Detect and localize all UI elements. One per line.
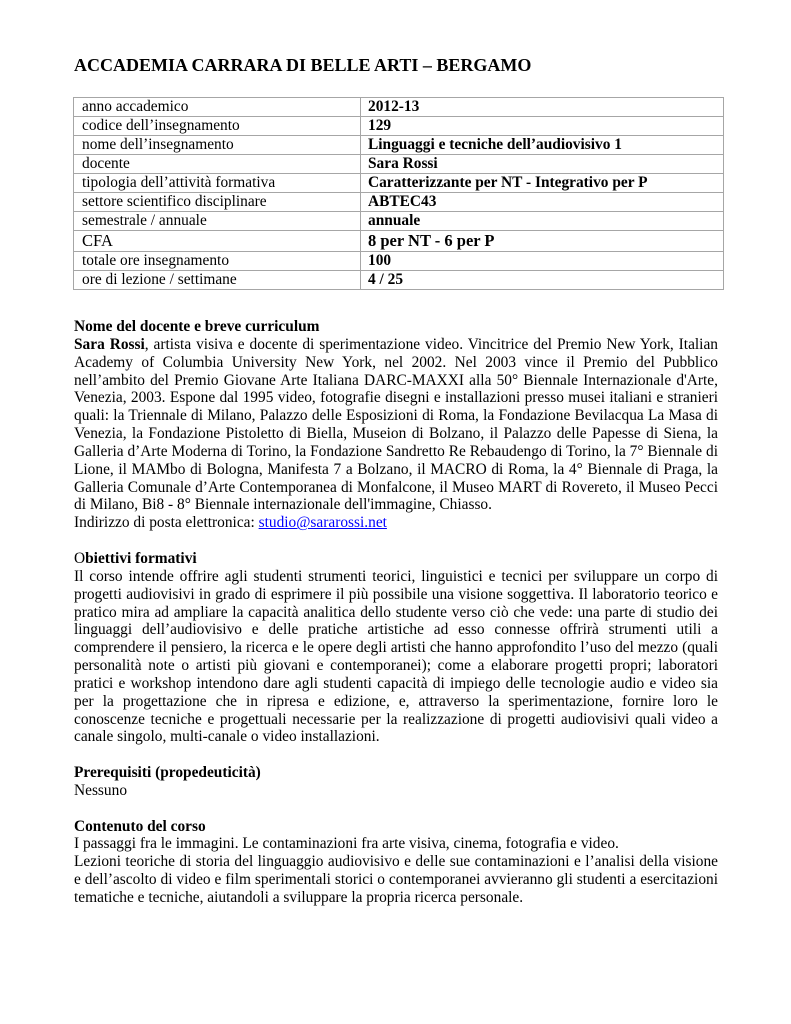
prerequisites-section: [74, 764, 718, 800]
objectives-text: Il corso intende offrire agli studenti strumenti teorici, linguistici e tecnici per sviluppare un corpo di progetti audiovisivi in grado di esprimere il più possibile una visione soggettiva. Il laboratorio teorico e pratico mira ad ampliare la capacità analitica dello studente verso ciò che vede: una parte di studio dei linguaggi dell’audiovisivo e delle pratiche artistiche ad esso connesse offrirà strumenti utili a comprendere il pensiero, la ricerca e le opere degli artisti che hanno approfondito l’uso del mezzo (quali personalità note o artisti più giovani e contemporanei); come a elaborare progetti propri; laboratori pratici e workshop intendono dare agli studenti capacità di impiego delle tecnologie audio e video sia per la progettazione che in ripresa e edizione, e, attraverso la sperimentazione, fornire loro le conoscenze tecniche e progettuali necessarie per la realizzazione di progetti audiovisivi quali video a canale singolo, multi-canale o video installazioni.: [74, 567, 718, 746]
weekly-hours-value: 4 / 25: [361, 271, 724, 290]
academic-year-row: [74, 98, 724, 117]
course-info-table: [73, 97, 724, 290]
prerequisites-text: Nessuno: [74, 781, 128, 799]
instructor-value: Sara Rossi: [361, 155, 724, 174]
term-label: semestrale / annuale: [74, 212, 361, 231]
credits-value: 8 per NT - 6 per P: [361, 231, 724, 252]
total-hours-row: [74, 252, 724, 271]
term-value: annuale: [361, 212, 724, 231]
academic-year-label: anno accademico: [74, 98, 361, 117]
credits-label: CFA: [74, 231, 361, 252]
course-code-value: 129: [361, 117, 724, 136]
course-content-section: [74, 818, 718, 907]
email-label: Indirizzo di posta elettronica:: [74, 514, 259, 532]
course-content-summary: I passaggi fra le immagini. Le contaminazioni fra arte visiva, cinema, fotografia e video.: [74, 835, 619, 853]
page-title: ACCADEMIA CARRARA DI BELLE ARTI – BERGAMO: [74, 55, 532, 75]
activity-type-label: tipologia dell’attività formativa: [74, 174, 361, 193]
instructor-bio-paragraph: [74, 336, 718, 514]
course-content-heading: Contenuto del corso: [74, 817, 206, 835]
email-link[interactable]: studio@sararossi.net: [258, 514, 387, 532]
instructor-row: [74, 155, 724, 174]
activity-type-value: Caratterizzante per NT - Integrativo per P: [361, 174, 724, 193]
email-line: [74, 514, 718, 532]
instructor-label: docente: [74, 155, 361, 174]
scientific-sector-label: settore scientifico disciplinare: [74, 193, 361, 212]
activity-type-row: [74, 174, 724, 193]
objectives-heading-rest: biettivi formativi: [85, 549, 197, 567]
instructor-cv-section: [74, 318, 718, 532]
objectives-section: [74, 550, 718, 746]
term-row: [74, 212, 724, 231]
instructor-name: Sara Rossi: [74, 335, 145, 353]
scientific-sector-value: ABTEC43: [361, 193, 724, 212]
course-name-row: [74, 136, 724, 155]
weekly-hours-label: ore di lezione / settimane: [74, 271, 361, 290]
course-name-label: nome dell’insegnamento: [74, 136, 361, 155]
total-hours-value: 100: [361, 252, 724, 271]
course-code-label: codice dell’insegnamento: [74, 117, 361, 136]
course-name-value: Linguaggi e tecniche dell’audiovisivo 1: [361, 136, 724, 155]
scientific-sector-row: [74, 193, 724, 212]
prerequisites-heading: Prerequisiti (propedeuticità): [74, 764, 261, 782]
academic-year-value: 2012-13: [361, 98, 724, 117]
instructor-cv-heading: Nome del docente e breve curriculum: [74, 318, 320, 335]
credits-row: [74, 231, 724, 252]
course-code-row: [74, 117, 724, 136]
objectives-heading: [74, 550, 718, 568]
document-body: [74, 318, 718, 907]
objectives-heading-initial: O: [74, 549, 86, 567]
instructor-bio: , artista visiva e docente di sperimentazione video. Vincitrice del Premio New York, Italian Academy of Columbia University New York, nel 2002. Nel 2003 vince il Premio del Pubblico nell’ambito del Premio Giovane Arte Italiana DARC-MAXXI alla 50° Biennale Internazionale d'Arte, Venezia, 2003. Espone dal 1995 video, fotografie disegni e installazioni presso musei italiani e stranieri quali: la Triennale di Milano, Palazzo delle Esposizioni di Roma, la Fondazione Bevilacqua La Masa di Venezia, la Fondazione Pistoletto di Biella, Museion di Bolzano, il Palazzo delle Papesse di Siena, la Galleria d’Arte Moderna di Torino, la Fondazione Sandretto Re Rebaudengo di Torino, la 7° Biennale di Lione, il MAMbo di Bologna, Manifesta 7 a Bolzano, il MACRO di Roma, la 4° Biennale di Praga, la Galleria Comunale d’Arte Contemporanea di Monfalcone, il Museo MART di Rovereto, il Museo Pecci di Milano, Bi8 - 8° Biennale internazionale dell'immagine, Chiasso.: [74, 335, 718, 514]
weekly-hours-row: [74, 271, 724, 290]
total-hours-label: totale ore insegnamento: [74, 252, 361, 271]
course-content-description: Lezioni teoriche di storia del linguaggio audiovisivo e delle sue contaminazioni e l’analisi della visione e dell’ascolto di video e film sperimentali storici o contemporanei avvieranno gli studenti a esercitazioni tematiche e tecniche, aiutandoli a sviluppare la propria ricerca personale.: [74, 853, 718, 906]
